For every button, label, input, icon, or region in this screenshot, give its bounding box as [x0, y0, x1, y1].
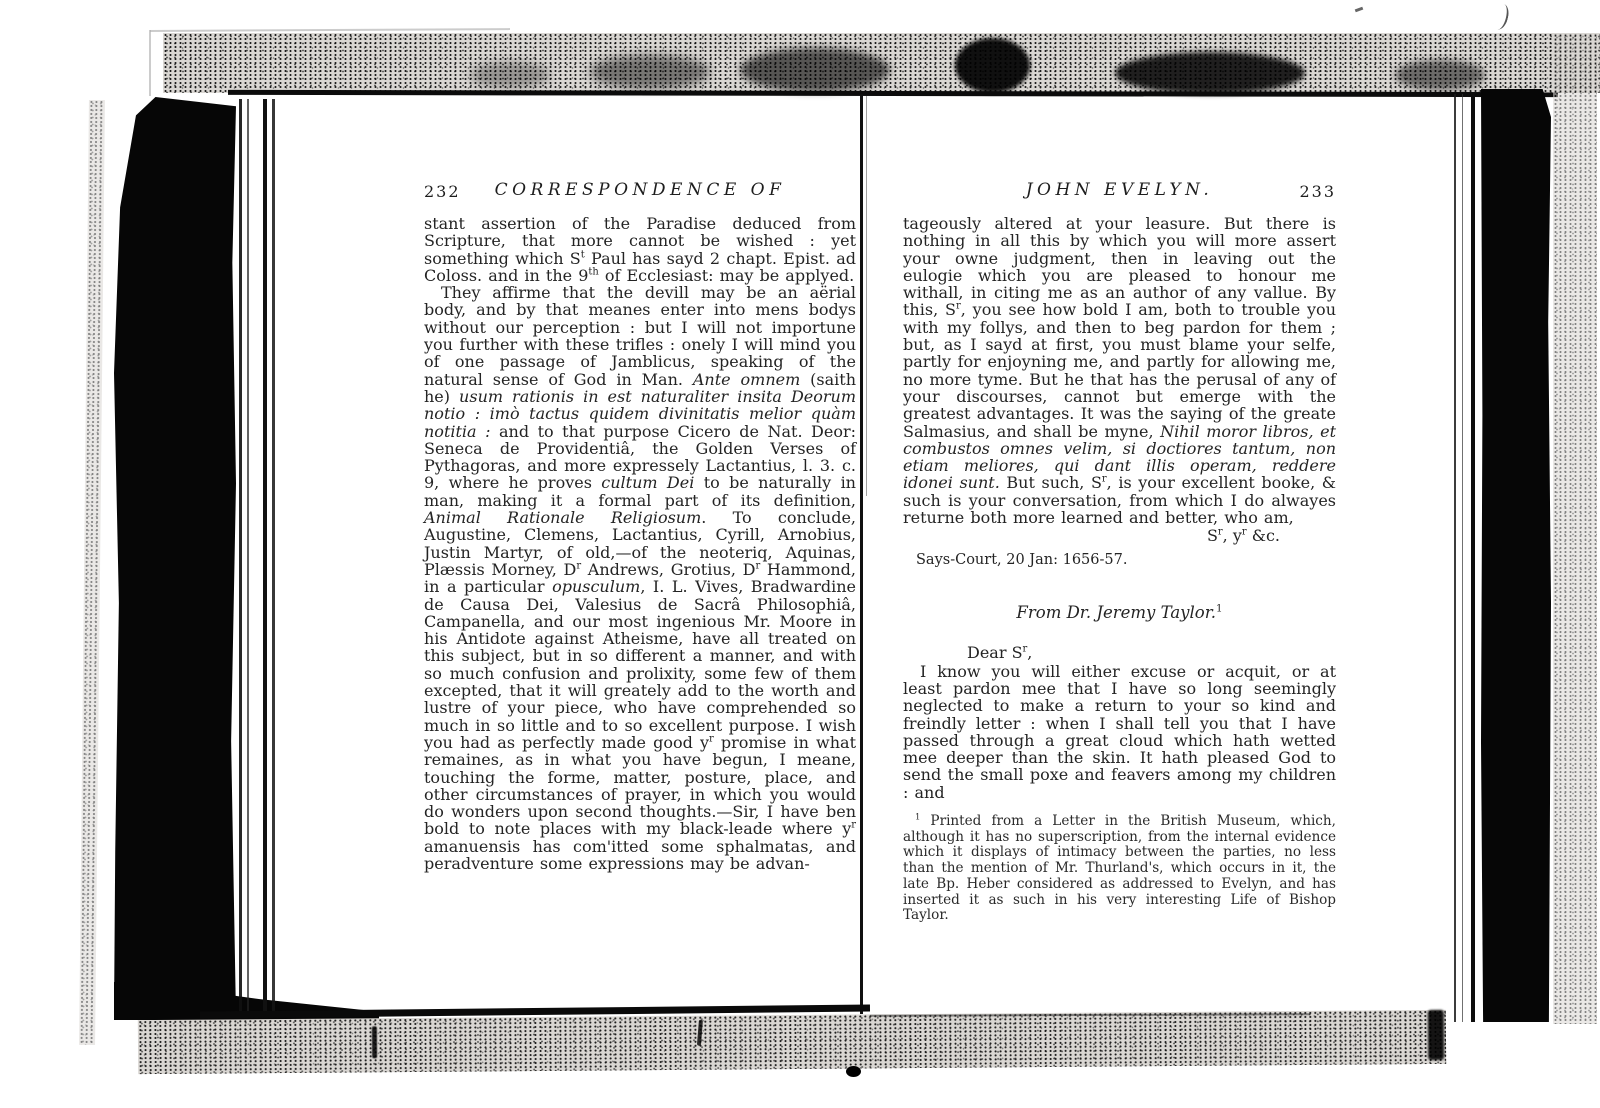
scan-artifact-gutter-line-faint [866, 96, 867, 496]
scan-artifact-left-outer-edge [79, 100, 105, 1045]
scan-artifact-page-edge-line [1454, 94, 1456, 1022]
scan-artifact-left-page-stack [114, 97, 236, 1017]
right-page-number: 233 [1299, 182, 1336, 201]
right-paragraph-1: tageously altered at your leasure. But there is nothing in all this by which you will more assert your owne judgment, then in leaving out the eulogie which you are pleased to honour me withall, in citing me as an author of any vallue. By this, $S^r$, you see how bold I am, both to trouble you with my follys, and then to beg pardon for them ; but, as I sayd at first, you must blame your selfe, partly for enjoyning me, and partly for allowing me, no more tyme. But he that has the perusal of any of your discourses, cannot but emerge with the greatest advantages. It was the saying of the greate Salmasius, and shall be myne, Nihil moror libros, et combustos omnes velim, si doctiores tantum, non etiam meliores, qui dant illis operam, reddere idonei sunt. But such, $S^r$, is your excellent booke, & such is your conversation, from which I do alwayes returne both more learned and better, who am, [903, 214, 1337, 528]
scan-artifact-page-edge-line [247, 99, 249, 1014]
right-page-header [903, 180, 1336, 202]
scan-artifact-blotch [955, 38, 1030, 93]
scan-artifact-page-edge-line [239, 99, 242, 1014]
letter-signature: $S^r$, $y^r$ &c. [1206, 526, 1280, 546]
left-paragraph-1: stant assertion of the Paradise deduced from Scripture, that more cannot be wished : yet something which $S^t$ Paul has sayd 2 chapt. Epist. ad Coloss. and in the 9th of Ecclesiast: may be applyed. [424, 214, 856, 285]
letter-dateline: Says-Court, 20 Jan: 1656-57. [916, 551, 1128, 568]
scan-artifact-top-page-edge-line [228, 90, 1558, 97]
scan-artifact-dash [372, 1026, 377, 1058]
scan-artifact-page-edge-line [263, 99, 267, 1017]
scan-artifact-bottom-noise-band [138, 1010, 1446, 1074]
scan-artifact-right-page-stack [1481, 89, 1551, 1022]
scan-artifact-blotch [1115, 52, 1305, 94]
scan-artifact-page-edge-line [1462, 94, 1463, 1022]
scan-artifact-blotch [740, 48, 890, 92]
left-page-header [424, 180, 856, 202]
letter-heading: From Dr. Jeremy Taylor.$^1$ [1016, 602, 1223, 622]
scan-artifact-right-outer-edge [1553, 34, 1597, 1024]
right-running-title: JOHN EVELYN. [1025, 180, 1214, 200]
left-page-number: 232 [424, 182, 461, 201]
scan-artifact-sheet-edge-vertical [149, 30, 151, 96]
right-page [903, 180, 1336, 924]
left-running-title: CORRESPONDENCE OF [494, 180, 786, 200]
scan-artifact-ink-dot [846, 1066, 861, 1077]
scan-artifact-blotch [1395, 60, 1485, 90]
scan-artifact-smudge [1428, 1010, 1444, 1060]
scan-artifact-page-edge-line [272, 99, 275, 1017]
scan-artifact-dash [697, 1020, 703, 1046]
left-page [424, 180, 856, 872]
letter-salutation: Dear $S^r$, [967, 642, 1033, 662]
scan-artifact-corner-mark [1493, 3, 1511, 31]
left-paragraph-2: They affirme that the devill may be an aërial body, and by that meanes enter into mens bodys without our perception : but I will not importune you further with these trifles : onely I will mind you of one passage of Jamblicus, speaking of the natural sense of God in Man. Ante omnem (saith he) usum rationis in est naturaliter insita Deorum notio : imò tactus quidem divinitatis melior quàm notitia : and to that purpose Cicero de Nat. Deor: Seneca de Providentiâ, the Golden Verses of Pythagoras, and more expressely Lactantius, l. 3. c. 9, where he proves cultum Dei to be naturally in man, making it a formal part of its definition, Animal Rationale Religiosum. To conclude, Augustine, Clemens, Lactantius, Cyrill, Arnobius, Justin Martyr, of old,—of the neoteriq, Aquinas, Plæssis Morney, $D^r$ Andrews, Grotius, $D^r$ Hammond, in a particular opusculum, I. L. Vives, Bradwardine de Causa Dei, Valesius de Sacrâ Philosophiâ, Campanella, and our most ingenious Mr. Moore in his Antidote against Atheisme, have all treated on this subject, but in so different a manner, and with so much confusion and prolixity, some few of them excepted, that it will greately add to the worth and lustre of your piece, who have comprehended so much in so little and to so excellent purpose. I wish you had as perfectly made good $y^r$ promise in what remaines, as in what you have begun, I meane, touching the forme, matter, posture, place, and other circumstances of prayer, in which you would do wonders upon second thoughts.—Sir, I have ben bold to note places with my black-leade where $y^r$ amanuensis has com'itted some sphalmatas, and peradventure some expressions may be advan- [424, 283, 857, 873]
scan-artifact-speck [1355, 7, 1364, 13]
scan-artifact-sheet-edge-horizontal [150, 28, 510, 32]
scan-artifact-blotch [470, 62, 550, 88]
letter-body-paragraph: I know you will either excuse or acquit, or at least pardon mee that I have so long seemingly neglected to make a return to your so kind and freindly letter : when I shall tell you that I have passed through a great cloud which hath wetted mee deeper than the skin. It hath pleased God to send the small poxe and feavers among my children : and [903, 661, 1336, 802]
scan-artifact-page-edge-line [1471, 92, 1475, 1022]
footnote: $^1$ Printed from a Letter in the British Museum, which, although it has no superscription, from the internal evidence which it displays of intimacy between the parties, no less than the mention of Mr. Thurland's, which occurs in it, the late Bp. Heber considered as addressed to Evelyn, and has inserted it as such in his very interesting Life of Bishop Taylor. [903, 811, 1336, 924]
scan-artifact-blotch [590, 55, 710, 89]
scan-artifact-top-noise-band [163, 33, 1600, 93]
scan-artifact-gutter-line [860, 94, 863, 1014]
